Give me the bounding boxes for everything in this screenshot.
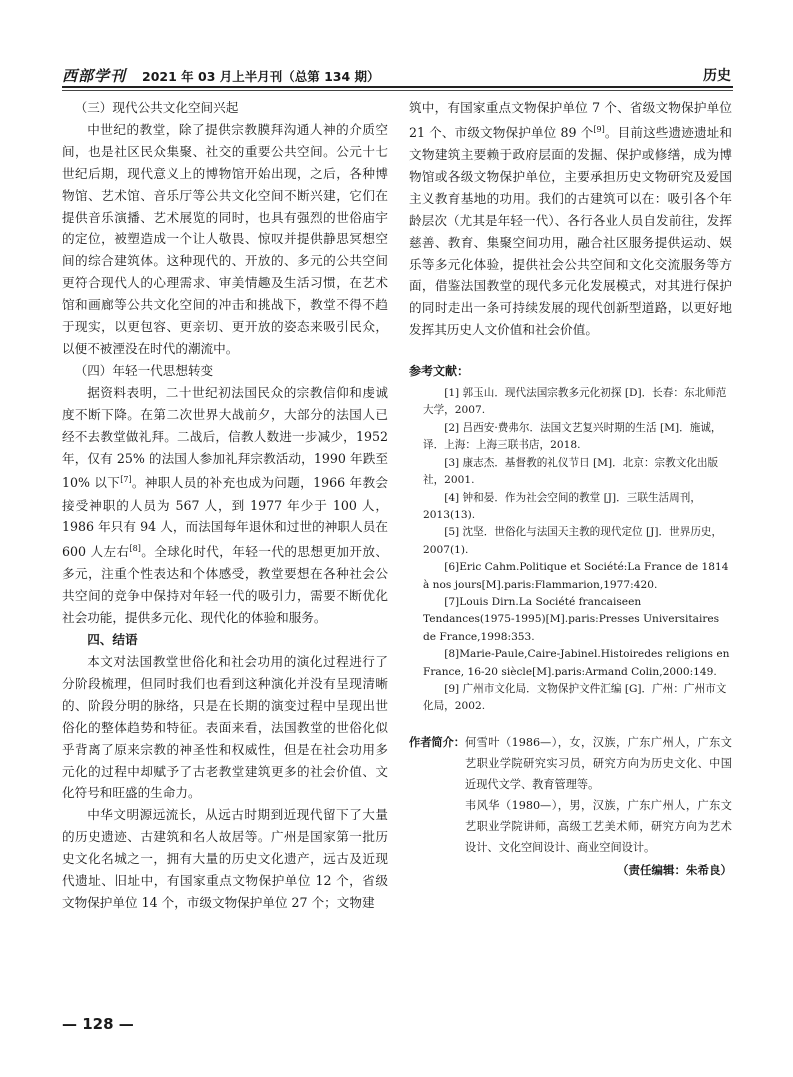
right-column <box>409 97 732 882</box>
references-title: 参考文献： <box>409 364 470 379</box>
section-label: 历史 <box>703 68 731 84</box>
citation: [8] <box>129 544 141 554</box>
reference-item: [8]Marie-Paule,Caire-Jabinel.Histoiredes religions en France, 16-20 siècle[M].paris:Armand Colin,2000:149. <box>423 648 730 678</box>
reference-item: [3] 康志杰．基督教的礼仪节日 [M]．北京：宗教文化出版社，2001. <box>423 456 719 487</box>
reference-item: [6]Eric Cahm.Politique et Société:La France de 1814 à nos jours[M].paris:Flammarion,1977:420. <box>423 561 729 591</box>
reference-item: [1] 郭玉山．现代法国宗教多元化初探 [D]．长春：东北师范大学，2007. <box>423 387 727 417</box>
paragraph: 据资料表明，二十世纪初法国民众的宗教信仰和虔诚度不断下降。在第二次世界大战前夕，大部分的法国人已经不去教堂做礼拜。二战后，信教人数进一步减少，1952 年，仅有 25% 的法国人参加礼拜宗教活动，1990 年跌至 10% 以下[7]。神职人员的补充也成为问题，1966 年教会接受神职的人员为 567 人，到 1977 年少于 100 人，1986 年只有 94 人，而法国每年退休和过世的神职人员在 600 人左右[8]。全球化时代，年轻一代的思想更加开放、多元，注重个性表达和个体感受，教堂要想在各种社会公共空间的竞争中保持对年轻一代的吸引力，需要不断优化社会功能，提供多元化、现代化的体验和服务。 <box>62 384 388 626</box>
editor-credit: （责任编辑：朱希良） <box>617 862 732 877</box>
paragraph: 中世纪的教堂，除了提供宗教膜拜沟通人神的介质空间，也是社区民众集聚、社交的重要公共空间。公元十七世纪后期，现代意义上的博物馆开始出现，之后，各种博物馆、艺术馆、音乐厅等公共文化空间不断兴建，它们在提供音乐演播、艺术展览的同时，也具有强烈的世俗庙宇的定位，被塑造成一个让人敬畏、惊叹并提供静思冥想空间的综合建筑体。这种现代的、开放的、多元的公共空间更符合现代人的心理需求、审美情趣及生活习惯，在艺术馆和画廊等公共文化空间的冲击和挑战下，教堂不得不趋于现实，以更包容、更亲切、更开放的姿态来吸引民众，以便不被湮没在时代的潮流中。 <box>62 121 388 356</box>
reference-item: [9] 广州市文化局．文物保护文件汇编 [G]．广州：广州市文化局，2002. <box>423 682 727 713</box>
author-2: 韦风华（1980—），男，汉族，广东广州人，广东文艺职业学院讲师，高级工艺美术师，研究方向为艺术设计、文化空间设计、商业空间设计。 <box>465 798 732 854</box>
subheading-3: （三）现代公共文化空间兴起 <box>74 100 239 115</box>
paragraph: 本文对法国教堂世俗化和社会功用的演化过程进行了分阶段梳理，但同时我们也看到这种演化并没有呈现清晰的、阶段分明的脉络，只是在长期的演变过程中呈现出世俗化的整体趋势和特征。表面来看，法国教堂的世俗化似乎背离了原来宗教的神圣性和权威性，但是在社会功用多元化的过程中却赋予了古老教堂建筑更多的社会价值、文化符号和旺盛的生命力。 <box>62 654 388 801</box>
author-1: 何雪叶（1986—），女，汉族，广东广州人，广东文艺职业学院研究实习员，研究方向为历史文化、中国近现代文学、教育管理等。 <box>465 735 732 791</box>
author-bio <box>409 732 732 858</box>
reference-item: [2] 吕西安·费弗尔．法国文艺复兴时期的生活 [M]．施诚，译．上海：上海三联书店，2018. <box>423 421 722 452</box>
subheading-4: （四）年轻一代思想转变 <box>74 362 214 378</box>
reference-item: [5] 沈坚．世俗化与法国天主教的现代定位 [J]．世界历史，2007(1). <box>423 526 723 556</box>
paragraph: 筑中，有国家重点文物保护单位 7 个、省级文物保护单位 21 个、市级文物保护单位 89 个[9]。目前这些遗迹遗址和文物建筑主要赖于政府层面的发掘、保护或修缮，成为博物馆或各级文物保护单位，主要承担历史文物研究及爱国主义教育基地的功用。我们的古建筑可以在：吸引各个年龄层次（尤其是年轻一代）、各行各业人员自发前往，发挥慈善、教育、集聚空间功用，融合社区服务提供运动、娱乐等多元化体验，提供社会公共空间和文化交流服务等方面，借鉴法国教堂的现代多元化发展模式，对其进行保护的同时走出一条可持续发展的现代创新型道路，以更好地发挥其历史人文价值和社会价值。 <box>409 100 733 338</box>
reference-item: [4] 钟和晏．作为社会空间的教堂 [J]．三联生活周刊，2013(13). <box>423 491 701 521</box>
journal-logo: 西部学刊 <box>62 67 127 85</box>
reference-item: [7]Louis Dirn.La Société francaiseen Tendances(1975-1995)[M].paris:Presses Universitaires de France,1998:353. <box>423 595 720 643</box>
header-rule-thin <box>62 90 733 91</box>
conclusion-heading: 四、结语 <box>87 632 138 648</box>
issue-info: 2021 年 03 月上半月刊（总第 134 期） <box>142 69 380 84</box>
citation: [9] <box>593 124 605 134</box>
citation: [7] <box>120 475 132 485</box>
header-rule <box>62 86 733 88</box>
paragraph: 中华文明源远流长，从远古时期到近现代留下了大量的历史遗迹、古建筑和名人故居等。广州是国家第一批历史文化名城之一，拥有大量的历史文化遗产，远古及近现代遗址、旧址中，有国家重点文物保护单位 12 个，省级文物保护单位 14 个，市级文物保护单位 27 个；文物建 <box>62 807 388 910</box>
page-number: — 128 — <box>62 1015 134 1033</box>
left-column <box>62 97 388 914</box>
author-label: 作者简介： <box>409 735 465 749</box>
running-header <box>62 63 733 85</box>
